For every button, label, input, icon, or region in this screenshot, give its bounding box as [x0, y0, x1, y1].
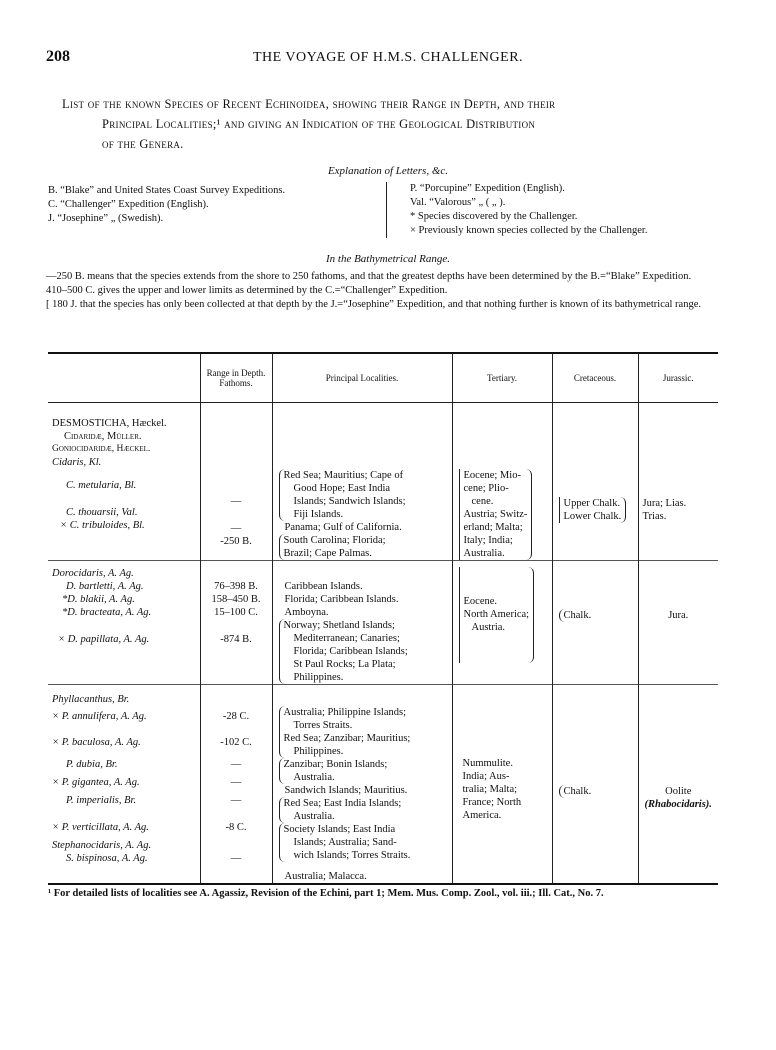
bathymetrical-heading: In the Bathymetrical Range. [325, 253, 451, 265]
locality-line: Brazil; Cape Palmas. [283, 548, 372, 559]
species-name: D. bartletti, A. Ag. [66, 581, 144, 592]
species-name: × D. papillata, A. Ag. [58, 634, 150, 645]
tertiary-line: India; Aus- [462, 771, 510, 782]
locality-brace [279, 619, 408, 684]
col-tertiary: Tertiary. [452, 353, 552, 403]
species-name: *D. blakii, A. Ag. [62, 594, 135, 605]
locality-line: Florida; Caribbean Islands; [293, 646, 408, 657]
locality-line: Good Hope; East India [293, 483, 391, 494]
bathymetrical-note: [ 180 J. that the species has only been collected at that depth by the J.=“Josephine” Expedition, and that nothing further is known of its bathymetrical range. [46, 299, 701, 310]
locality-line: Fiji Islands. [293, 509, 344, 520]
locality-line: Australia; Philippine Islands; [283, 707, 406, 718]
depth-range: — [230, 853, 242, 864]
tertiary-line: Austria; Switz- [463, 509, 528, 520]
running-head: THE VOYAGE OF H.M.S. CHALLENGER. [252, 50, 524, 65]
tertiary-line: Eocene. [463, 596, 498, 607]
locality-brace [279, 823, 411, 862]
locality-brace [279, 469, 406, 521]
locality-line: Islands; Sandwich Islands; [293, 496, 406, 507]
table-title [62, 94, 732, 154]
genus-name: Cidaris, Kl. [52, 457, 102, 468]
title-line-2: Principal Localities;¹ and giving an Indication of the Geological Distribution [102, 117, 536, 131]
depth-range: 76–398 B. [214, 581, 258, 592]
cretaceous-line: Lower Chalk. [563, 511, 622, 522]
species-name: *D. bracteata, A. Ag. [62, 607, 152, 618]
jurassic-line: (Rhabocidaris). [644, 799, 712, 810]
genus-name: Dorocidaris, A. Ag. [52, 568, 134, 579]
species-name: × P. verticillata, A. Ag. [52, 822, 149, 833]
locality-line: Australia; Malacca. [284, 871, 367, 882]
tertiary-line: cene. [471, 496, 494, 507]
depth-range: — [230, 795, 242, 806]
tertiary-line: cene; Plio- [463, 483, 509, 494]
jurassic-line: Oolite [665, 786, 692, 797]
genus-name: Stephanocidaris, A. Ag. [52, 840, 152, 851]
depth-range: — [230, 496, 242, 507]
locality-line: Society Islands; East India [283, 824, 396, 835]
bathymetrical-notes [46, 270, 728, 312]
col-species [48, 353, 200, 403]
species-name: × P. gigantea, A. Ag. [52, 777, 140, 788]
tertiary-brace [459, 567, 535, 663]
page-number: 208 [46, 48, 70, 65]
table-row [48, 403, 718, 561]
tertiary-line: Australia. [463, 548, 505, 559]
species-name: P. imperialis, Br. [66, 795, 137, 806]
explanation-heading: Explanation of Letters, &c. [327, 165, 449, 177]
locality-line: Red Sea; Mauritius; Cape of [283, 470, 404, 481]
depth-range: -250 B. [220, 536, 252, 547]
species-name: P. dubia, Br. [66, 759, 118, 770]
tertiary-line: France; North [462, 797, 522, 808]
title-line-3: of the Genera. [102, 137, 184, 151]
tertiary-line: tralia; Malta; [462, 784, 518, 795]
family-name: Cidaridæ, Müller. [64, 431, 142, 442]
locality-line: Mediterranean; Canaries; [293, 633, 400, 644]
explanation-item: Val. “Valorous” „ ( „ ). [410, 197, 506, 208]
jurassic-line: Trias. [642, 511, 667, 522]
title-line-1: List of the known Species of Recent Echinoidea, showing their Range in Depth, and their [62, 97, 556, 111]
table-row [48, 685, 718, 885]
locality-line: Panama; Gulf of California. [284, 522, 402, 533]
tertiary-brace [459, 469, 533, 560]
locality-line: Philippines. [293, 746, 344, 757]
locality-line: Norway; Shetland Islands; [283, 620, 395, 631]
explanation-item: C. “Challenger” Expedition (English). [48, 199, 209, 210]
locality-line: Zanzibar; Bonin Islands; [283, 759, 388, 770]
col-localities: Principal Localities. [272, 353, 452, 403]
bathymetrical-note: 410–500 C. gives the upper and lower limits as determined by the C.=“Challenger” Expedition. [46, 285, 448, 296]
tertiary-line: Austria. [471, 622, 506, 633]
locality-line: Islands; Australia; Sand- [293, 837, 397, 848]
col-cretaceous: Cretaceous. [552, 353, 638, 403]
explanation-item: * Species discovered by the Challenger. [410, 211, 578, 222]
locality-line: Torres Straits. [293, 720, 353, 731]
locality-brace [279, 758, 388, 784]
cretaceous-line: Chalk. [563, 610, 592, 621]
cretaceous-line: Upper Chalk. [563, 498, 621, 509]
locality-line: Sandwich Islands; Mauritius. [284, 785, 408, 796]
explanation-item: B. “Blake” and United States Coast Survey Expeditions. [48, 185, 286, 196]
table-header-row [48, 353, 718, 403]
tertiary-line: Italy; India; [463, 535, 513, 546]
order-name: DESMOSTICHA, Hæckel. [52, 418, 167, 429]
explanation-divider [386, 182, 387, 238]
col-jurassic: Jurassic. [638, 353, 718, 403]
cretaceous-brace [559, 609, 592, 622]
locality-line: Australia. [293, 811, 335, 822]
species-name: × P. annulifera, A. Ag. [52, 711, 147, 722]
species-name: S. bispinosa, A. Ag. [66, 853, 148, 864]
jurassic-line: Jura. [668, 610, 689, 621]
locality-line: St Paul Rocks; La Plata; [293, 659, 396, 670]
explanation-item: × Previously known species collected by the Challenger. [410, 225, 648, 236]
tertiary-line: erland; Malta; [463, 522, 523, 533]
locality-line: South Carolina; Florida; [283, 535, 386, 546]
tertiary-line: Nummulite. [462, 758, 513, 769]
tertiary-line: Eocene; Mio- [463, 470, 521, 481]
jurassic-line: Jura; Lias. [642, 498, 687, 509]
subfamily-name: Goniocidaridæ, Hæckel. [52, 444, 151, 454]
depth-range: — [230, 523, 242, 534]
locality-line: Red Sea; Zanzibar; Mauritius; [283, 733, 411, 744]
species-name: C. metularia, Bl. [66, 480, 137, 491]
explanation-item: J. “Josephine” „ (Swedish). [48, 213, 164, 224]
depth-range: -28 C. [222, 711, 250, 722]
species-name: C. thouarsii, Val. [66, 507, 138, 518]
locality-line: wich Islands; Torres Straits. [293, 850, 411, 861]
table-row [48, 561, 718, 685]
tertiary-line: North America; [463, 609, 530, 620]
col-range: Range in Depth. Fathoms. [200, 353, 272, 403]
locality-line: Philippines. [293, 672, 344, 683]
bathymetrical-note: —250 B. means that the species extends from the shore to 250 fathoms, and that the greatest depths have been determined by the B.=“Blake” Expedition. [46, 271, 692, 282]
locality-brace [279, 706, 411, 758]
genus-name: Phyllacanthus, Br. [52, 694, 130, 705]
cretaceous-brace [559, 497, 627, 523]
locality-line: Australia. [293, 772, 335, 783]
explanation-item: P. “Porcupine” Expedition (English). [410, 183, 565, 194]
depth-range: -102 C. [220, 737, 252, 748]
species-name: × P. baculosa, A. Ag. [52, 737, 141, 748]
locality-line: Caribbean Islands. [284, 581, 363, 592]
species-name: × C. tribuloides, Bl. [60, 520, 145, 531]
locality-brace [279, 534, 386, 560]
depth-range: -874 B. [220, 634, 252, 645]
explanation-left [48, 184, 378, 226]
explanation-right [410, 182, 740, 238]
locality-brace [279, 797, 402, 823]
species-table [48, 352, 718, 885]
cretaceous-line: Chalk. [563, 786, 592, 797]
locality-line: Florida; Caribbean Islands. [284, 594, 399, 605]
locality-line: Red Sea; East India Islands; [283, 798, 402, 809]
depth-range: -8 C. [225, 822, 247, 833]
cretaceous-brace [559, 785, 592, 798]
footnote: ¹ For detailed lists of localities see A. Agassiz, Revision of the Echini, part 1; Mem. Mus. Comp. Zool., vol. iii.; Ill. Cat., No. 7. [48, 888, 604, 899]
depth-range: — [230, 759, 242, 770]
depth-range: — [230, 777, 242, 788]
depth-range: 158–450 B. [211, 594, 261, 605]
locality-line: Amboyna. [284, 607, 329, 618]
depth-range: 15–100 C. [214, 607, 258, 618]
tertiary-line: America. [462, 810, 502, 821]
